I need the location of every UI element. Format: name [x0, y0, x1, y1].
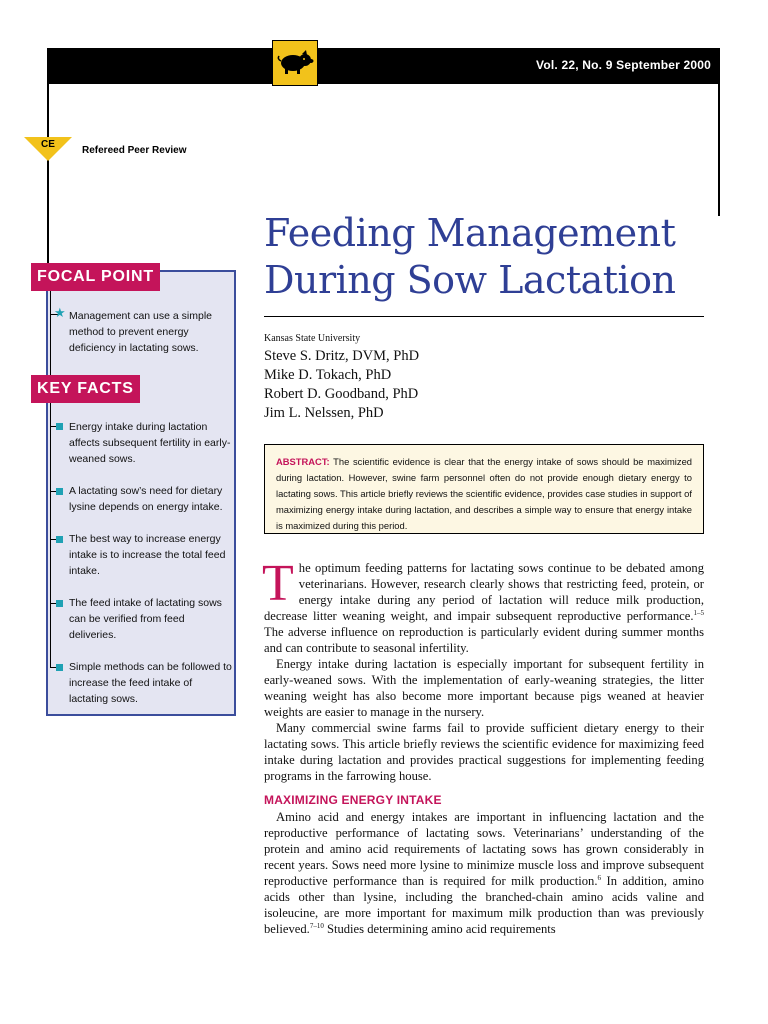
body-text-run: The adverse influence on reproduction is particularly evident during summer months and can contribute to seasonal infertility. — [264, 625, 704, 655]
body-text-run: Amino acid and energy intakes are important in influencing lactation and the reproductive performance of lactating sows. Veterinarians’ understanding of the protein and amino acid requirements of lactating sows has grown considerably in recent years. Sows need more lysine to minimize muscle loss and improve subsequent reproductive performance than is required for milk production. — [264, 810, 704, 888]
body-paragraph: Energy intake during lactation is especially important for subsequent fertility in early-weaned sows. With the implementation of early-weaning strategies, the litter weaning weight has also become more important because pigs weaned at heavier weights are easier to manage in the nursery. — [264, 657, 704, 719]
abstract-text: The scientific evidence is clear that the energy intake of sows should be maximized during lactation. However, swine farm personnel often do not provide enough dietary energy to lactating sows. This article briefly reviews the scientific evidence, provides case studies in support of maximizing energy intake during lactation, and describes a simple way to ensure that energy intake is maximized during this period. — [276, 456, 692, 531]
square-bullet-icon — [56, 488, 63, 495]
title-line: Feeding Management — [264, 211, 676, 255]
header-bar — [48, 48, 720, 84]
citation-ref: 1–5 — [693, 608, 704, 617]
abstract-label: ABSTRACT: — [276, 456, 330, 467]
key-fact-item: Energy intake during lactation affects subsequent fertility in early-weaned sows. — [69, 421, 231, 465]
body-paragraph: Many commercial swine farms fail to provide sufficient dietary energy to their lactating sows. This article briefly reviews the scientific evidence for maximizing feed intake during lactation and provides practical suggestions for implementing feeding programs in the farrowing house. — [264, 721, 704, 783]
focal-point-heading: FOCAL POINT — [31, 263, 160, 291]
peer-review-label: Refereed Peer Review — [82, 145, 187, 156]
body-text-run: he optimum feeding patterns for lactating sows continue to be debated among veterinarians. However, research clearly shows that restricting feed, protein, or energy intake during any period of lactation will reduce milk production, decrease litter weaning weight, and impair subsequent reproductive performance. — [264, 561, 704, 623]
abstract-box — [264, 444, 704, 534]
body-text-run: In addition, amino acids other than lysine, including the branched-chain amino acids valine and isoleucine, are more important for maximum milk production than was previously believed. — [264, 874, 704, 936]
key-fact-item: The best way to increase energy intake is to increase the total feed intake. — [69, 533, 226, 577]
affiliation: Kansas State University — [264, 333, 361, 344]
square-bullet-icon — [56, 600, 63, 607]
ce-label: CE — [41, 139, 55, 150]
section-heading: MAXIMIZING ENERGY INTAKE — [264, 793, 442, 807]
author-name: Robert D. Goodband, PhD — [264, 386, 419, 402]
key-fact-item: A lactating sow’s need for dietary lysine depends on energy intake. — [69, 485, 223, 513]
square-bullet-icon — [56, 423, 63, 430]
key-fact-item: Simple methods can be followed to increase the feed intake of lactating sows. — [69, 661, 232, 705]
title-line: During Sow Lactation — [264, 258, 676, 302]
body-paragraph — [262, 555, 704, 656]
citation-ref: 7–10 — [309, 921, 324, 930]
body-text-run: Studies determining amino acid requirements — [323, 922, 556, 936]
article-title — [264, 210, 714, 304]
author-name: Mike D. Tokach, PhD — [264, 367, 392, 383]
article-body — [262, 555, 704, 937]
frame-rule-right — [718, 84, 720, 216]
key-facts-heading: KEY FACTS — [31, 375, 140, 403]
sidebar-rule — [50, 284, 51, 668]
issue-line: Vol. 22, No. 9 September 2000 — [536, 58, 711, 72]
citation-ref: 6 — [597, 873, 601, 882]
star-icon: ★ — [54, 305, 66, 320]
body-paragraph — [264, 809, 704, 937]
pig-icon — [272, 40, 318, 86]
ce-badge — [24, 137, 72, 163]
author-name: Steve S. Dritz, DVM, PhD — [264, 348, 420, 364]
author-name: Jim L. Nelssen, PhD — [264, 405, 384, 421]
square-bullet-icon — [56, 536, 63, 543]
focal-point-text: Management can use a simple method to prevent energy deficiency in lactating sows. — [69, 310, 212, 354]
title-divider — [264, 316, 704, 317]
square-bullet-icon — [56, 664, 63, 671]
drop-cap: T — [262, 555, 294, 612]
key-fact-item: The feed intake of lactating sows can be verified from feed deliveries. — [69, 597, 222, 641]
